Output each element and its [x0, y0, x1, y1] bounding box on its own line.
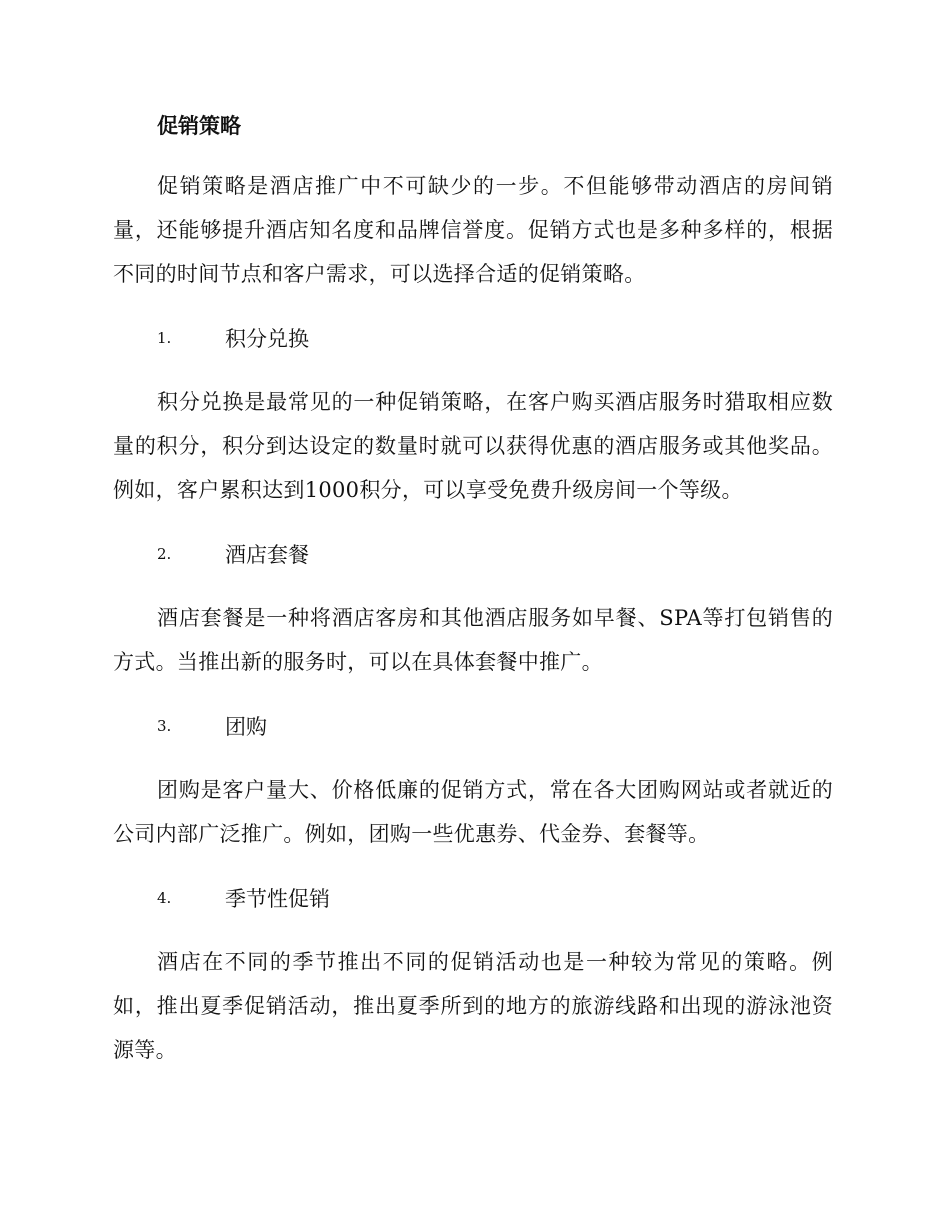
- list-number: 3.: [157, 717, 172, 735]
- list-number: 1.: [157, 329, 172, 347]
- list-item-heading-1: [157, 316, 833, 360]
- list-number: 2.: [157, 545, 172, 563]
- list-paragraph-3: 团购是客户量大、价格低廉的促销方式，常在各大团购网站或者就近的公司内部广泛推广。例如，团购一些优惠券、代金券、套餐等。: [113, 778, 833, 846]
- list-item-heading-3: [157, 704, 833, 748]
- list-title: 酒店套餐: [225, 543, 309, 567]
- section-heading: 促销策略: [157, 114, 241, 138]
- list-title: 积分兑换: [225, 327, 309, 351]
- list-paragraph-1: 积分兑换是最常见的一种促销策略，在客户购买酒店服务时猎取相应数量的积分，积分到达设定的数量时就可以获得优惠的酒店服务或其他奖品。例如，客户累积达到1000积分，可以享受免费升级房间一个等级。: [113, 390, 833, 502]
- list-paragraph-2: 酒店套餐是一种将酒店客房和其他酒店服务如早餐、SPA等打包销售的方式。当推出新的服务时，可以在具体套餐中推广。: [113, 606, 833, 674]
- list-number: 4.: [157, 889, 172, 907]
- list-item-heading-4: [157, 876, 833, 920]
- list-paragraph-4: 酒店在不同的季节推出不同的促销活动也是一种较为常见的策略。例如，推出夏季促销活动，推出夏季所到的地方的旅游线路和出现的游泳池资源等。: [113, 950, 833, 1062]
- intro-paragraph: 促销策略是酒店推广中不可缺少的一步。不但能够带动酒店的房间销量，还能够提升酒店知名度和品牌信誉度。促销方式也是多种多样的，根据不同的时间节点和客户需求，可以选择合适的促销策略。: [113, 174, 833, 286]
- list-title: 团购: [225, 715, 267, 739]
- document-content: [113, 108, 833, 1092]
- list-item-heading-2: [157, 532, 833, 576]
- list-title: 季节性促销: [225, 887, 330, 911]
